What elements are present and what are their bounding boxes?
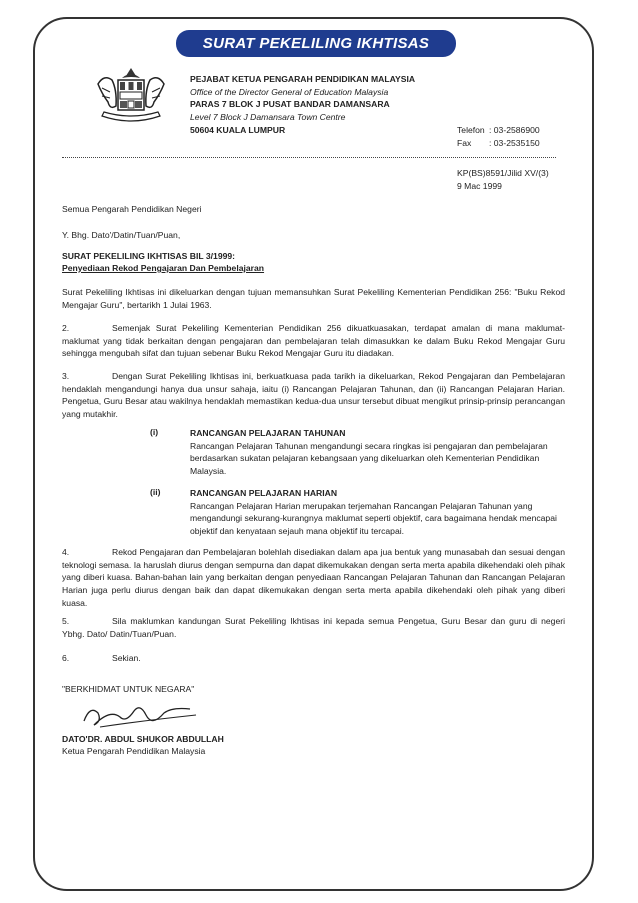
contact-block xyxy=(457,124,540,149)
address-line2: 50604 KUALA LUMPUR xyxy=(190,124,286,135)
letter-date: 9 Mac 1999 xyxy=(457,180,502,191)
handwritten-signature xyxy=(80,699,200,731)
telefon-value: : 03-2586900 xyxy=(489,125,540,135)
address-line1: PARAS 7 BLOK J PUSAT BANDAR DAMANSARA xyxy=(190,99,390,110)
item-ii xyxy=(190,487,565,538)
salutation: Y. Bhg. Dato'/Datin/Tuan/Puan, xyxy=(62,230,181,240)
subject: SURAT PEKELILING IKHTISAS BIL 3/1999: xyxy=(62,251,236,261)
reference-block xyxy=(457,167,549,192)
item-ii-text: Rancangan Pelajaran Harian merupakan terjemahan Rancangan Pelajaran Tahunan yang mengandungi sekurang-kurangnya maklumat seperti objektif, cara bagaimana hendak mencapai objektif dan kenyataan sejauh mana objektif itu tercapai. xyxy=(190,500,557,537)
paragraph-2 xyxy=(62,322,565,360)
paragraph-6 xyxy=(62,652,565,665)
paragraph-2-number: 2. xyxy=(62,323,70,333)
banner-title: SURAT PEKELILING IKHTISAS xyxy=(202,35,430,52)
item-i-number: (i) xyxy=(150,427,159,437)
malaysia-coat-of-arms-icon xyxy=(90,66,172,130)
paragraph-4-text: Rekod Pengajaran dan Pembelajaran bolehlah disediakan dalam apa jua bentuk yang munasabah dan sesuai dengan teknologi semasa. Ia haruslah diurus dengan sempurna dan dapat dikemukakan dengan serta merta apabila dikehendaki oleh pihak yang diberi kuasa. Bahan-bahan lain yang berkaitan dengan penyediaan Rancangan Pelajaran Tahunan dan Rancangan Pelajaran Harian juga perlu diurus dengan baik dan dapat dikemukakan dengan serta merta apabila dikehendaki oleh pihak yang diberi kuasa. xyxy=(62,547,565,608)
item-i-title: RANCANGAN PELAJARAN TAHUNAN xyxy=(190,428,346,438)
paragraph-3-number: 3. xyxy=(62,371,70,381)
item-i-text: Rancangan Pelajaran Tahunan mengandungi secara ringkas isi pengajaran dan pembelajaran berdasarkan sukatan pelajaran kebangsaan yang dikeluarkan oleh Kementerian Pendidikan Malaysia. xyxy=(190,440,548,477)
item-ii-title: RANCANGAN PELAJARAN HARIAN xyxy=(190,488,338,498)
address-line1-en: Level 7 Block J Damansara Town Centre xyxy=(190,112,346,123)
paragraph-5-number: 5. xyxy=(62,616,70,626)
header-divider xyxy=(62,157,556,158)
paragraph-6-text: Sekian. xyxy=(112,653,141,663)
reference-number: KP(BS)8591/Jilid XV/(3) xyxy=(457,168,549,178)
office-address-block xyxy=(190,73,415,137)
item-ii-number: (ii) xyxy=(150,487,161,497)
paragraph-3-text: Dengan Surat Pekeliling Ikhtisas ini, berkuatkuasa pada tarikh ia dikeluarkan, Rekod Pengajaran dan Pembelajaran hendaklah mengandungi hanya dua unsur sahaja, iaitu (i) Rancangan Pelajaran Tahunan, dan (ii) Rancangan Pelajaran Harian. Pengetua, Guru Besar atau wakilnya hendaklah memastikan kedua-dua unsur tersebut dibuat mengikut prinsip-prinsip perancangan yang mutakhir. xyxy=(62,371,565,420)
intro-paragraph: Surat Pekeliling Ikhtisas ini dikeluarkan dengan tujuan memansuhkan Surat Pekeliling Kementerian Pendidikan 256: "Buku Rekod Mengajar Guru", bertarikh 1 Julai 1963. xyxy=(62,287,565,310)
fax-label: Fax xyxy=(457,137,472,148)
subject-title: Penyediaan Rekod Pengajaran Dan Pembelajaran xyxy=(62,263,265,273)
paragraph-4 xyxy=(62,546,565,610)
item-i xyxy=(190,427,565,478)
paragraph-5 xyxy=(62,615,565,640)
recipient: Semua Pengarah Pendidikan Negeri xyxy=(62,204,202,214)
paragraph-2-text: Semenjak Surat Pekeliling Kementerian Pendidikan 256 dikuatkuasakan, terdapat amalan di mana maklumat-maklumat yang tidak berkaitan dengan pengajaran dan pembelajaran telah dimasukkan ke dalam Buku Rekod Mengajar Guru sehingga mengubah sifat dan tujuan sebenar Buku Rekod Mengajar Guru itu diadakan. xyxy=(62,323,565,359)
signatory-title: Ketua Pengarah Pendidikan Malaysia xyxy=(62,746,206,756)
paragraph-5-text: Sila maklumkan kandungan Surat Pekeliling Ikhtisas ini kepada semua Pengetua, Guru Besar dan guru di negeri Ybhg. Dato/ Datin/Tuan/Puan. xyxy=(62,616,565,639)
paragraph-3 xyxy=(62,370,565,421)
paragraph-4-number: 4. xyxy=(62,547,70,557)
telefon-label: Telefon xyxy=(457,125,485,135)
signatory-name: DATO'DR. ABDUL SHUKOR ABDULLAH xyxy=(62,734,224,744)
paragraph-6-number: 6. xyxy=(62,653,70,663)
office-name: PEJABAT KETUA PENGARAH PENDIDIKAN MALAYSIA xyxy=(190,74,416,84)
office-name-en: Office of the Director General of Education Malaysia xyxy=(190,86,389,97)
fax-value: : 03-2535150 xyxy=(489,137,540,148)
motto: "BERKHIDMAT UNTUK NEGARA" xyxy=(62,684,195,694)
